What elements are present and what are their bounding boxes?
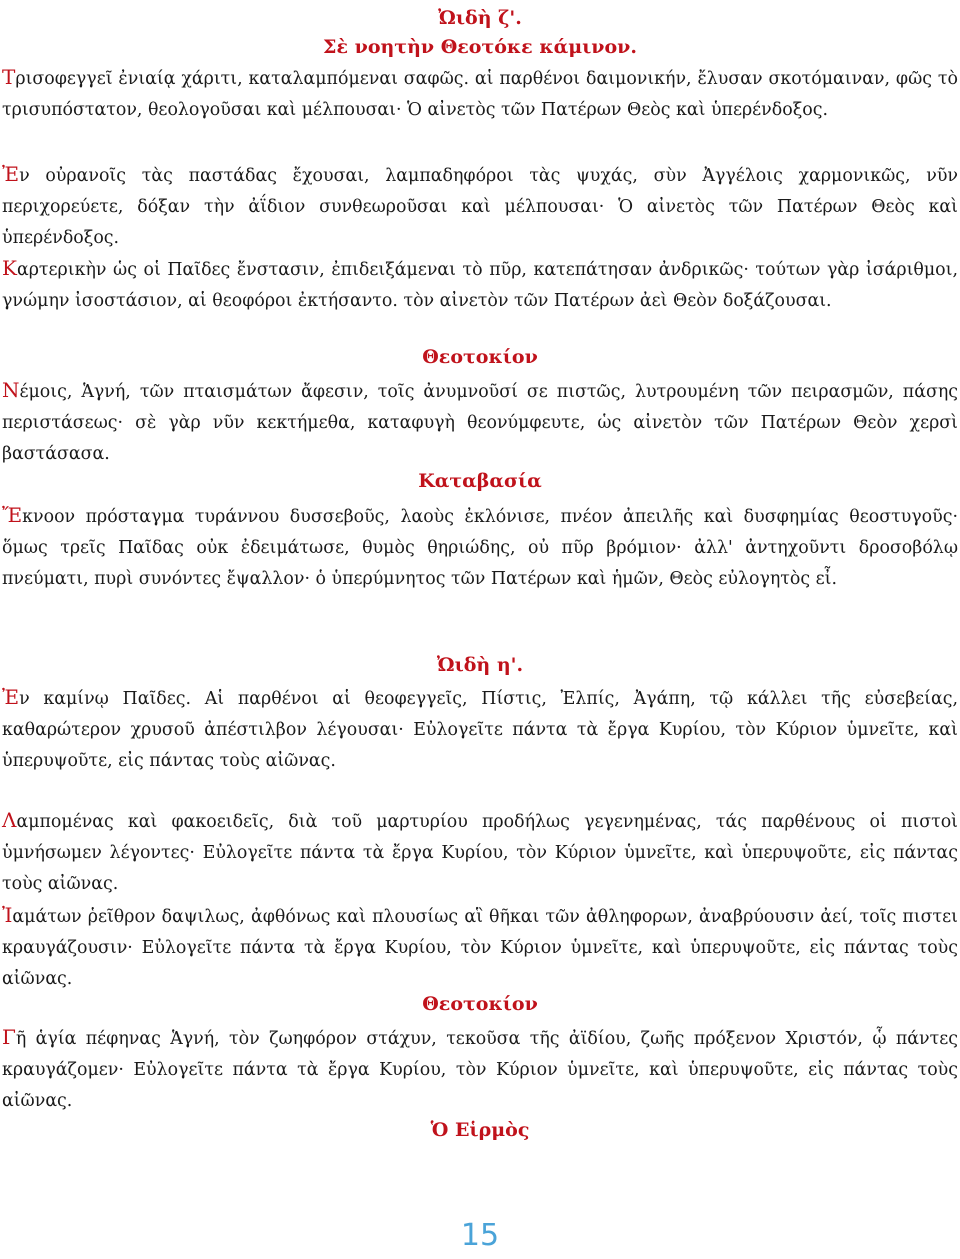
ode-8-troparion-2	[2, 805, 958, 900]
troparion-text: κνοον πρόσταγμα τυράννου δυσσεβοῦς, λαοὺς ἐκλόνισε, πνέον ἀπειλῆς καὶ δυσφημίας θεοστυγοῦς· ὅμως τρεῖς Παῖδας οὐκ ἐδειμάτωσε, θυμὸς θηριώδης, οὐ πῦρ βρόμιον· ἀλλ' ἀντηχοῦντι δροσοβόλῳ πνεύματι, πυρὶ συνόντες ἔψαλλον· ὁ ὑπερύμνητος τῶν Πατέρων καὶ ἡμῶν, Θεὸς εὐλογητὸς εἶ.	[2, 507, 958, 589]
ode-7-theotokion	[2, 375, 958, 470]
page-number: 15	[460, 1218, 500, 1253]
ode-8-theotokion-heading: Θεοτοκίον	[422, 993, 538, 1015]
drop-initial: Ἐ	[2, 685, 20, 709]
troparion-text: ῆ ἁγία πέφηνας Ἁγνή, τὸν ζωηφόρον στάχυν, τεκοῦσα τῆς ἀϊδίου, ζωῆς πρόξενον Χριστόν, ᾧ πάντες κραυγάζομεν· Εὐλογεῖτε πάντα τὰ ἔργα Κυρίου, τὸν Κύριον ὑμνεῖτε, καὶ ὑπερυψοῦτε, εἰς πάντας τοὺς αἰῶνας.	[2, 1029, 958, 1111]
drop-initial: Γ	[2, 1025, 16, 1049]
troparion-text: ν οὐρανοῖς τὰς παστάδας ἔχουσαι, λαμπαδηφόροι τὰς ψυχάς, σὺν Ἀγγέλοις χαρμονικῶς, νῦν περιχορεύετε, δόξαν τὴν ἀΐδιον συνθεωροῦσαι καὶ μέλπουσαι· Ὁ αἰνετὸς τῶν Πατέρων Θεὸς καὶ ὑπερένδοξος.	[2, 166, 958, 248]
ode-7-hirmos-line: Σὲ νοητὴν Θεοτόκε κάμινον.	[323, 36, 637, 58]
ode-7-title: Ὠιδὴ ζ'.	[438, 7, 522, 29]
ode-7-theotokion-heading: Θεοτοκίον	[422, 346, 538, 368]
troparion-text: ρισοφεγγεῖ ἐνιαίᾳ χάριτι, καταλαμπόμεναι σαφῶς. αἱ παρθένοι δαιμονικήν, ἔλυσαν σκοτόμαιναν, φῶς τὸ τρισυπόστατον, θεολογοῦσαι καὶ μέλπουσαι· Ὁ αἰνετὸς τῶν Πατέρων Θεὸς καὶ ὑπερένδοξος.	[2, 69, 958, 120]
drop-initial: Λ	[2, 808, 17, 832]
ode-7-troparion-1	[2, 62, 958, 126]
drop-initial: Ἐ	[2, 162, 20, 186]
drop-initial: Ἰ	[2, 903, 13, 927]
ode-8-troparion-1	[2, 682, 958, 777]
ode-7-katavasia-heading: Καταβασία	[418, 470, 542, 492]
ode-7-katavasia	[2, 500, 958, 595]
troparion-text: αμάτων ῥεῖθρον δαψιλως, ἀφθόνως καὶ πλουσίως αἳ θῆκαι τῶν ἀθληφορων, ἀναβρύουσιν ἀεί, τοῖς πιστει κραυγάζουσιν· Εὐλογεῖτε πάντα τὰ ἔργα Κυρίου, τὸν Κύριον ὑμνεῖτε, καὶ ὑπερυψοῦτε, εἰς πάντας τοὺς αἰῶνας.	[2, 907, 958, 989]
ode-8-title: Ὠιδὴ η'.	[436, 654, 524, 676]
drop-initial: Τ	[2, 65, 16, 89]
ode-7-troparion-3	[2, 253, 958, 317]
ode-8-theotokion	[2, 1022, 958, 1117]
ode-7-troparion-2	[2, 159, 958, 254]
troparion-text: έμοις, Ἁγνή, τῶν πταισμάτων ἄφεσιν, τοῖς ἀνυμνοῦσί σε πιστῶς, λυτρουμένη τῶν πειρασμῶν, πάσης περιστάσεως· σὲ γὰρ νῦν κεκτήμεθα, καταφυγὴ θεονύμφευτε, ὡς αἰνετὸν τῶν Πατέρων Θεὸν χερσὶ βαστάσασα.	[2, 382, 958, 464]
troparion-text: αμπομένας καὶ φακοειδεῖς, διὰ τοῦ μαρτυρίου προδήλως γεγενημένας, τάς παρθένους οἱ πιστοὶ ὑμνήσωμεν λέγοντες· Εὐλογεῖτε πάντα τὰ ἔργα Κυρίου, τὸν Κύριον ὑμνεῖτε, καὶ ὑπερυψοῦτε, εἰς πάντας τοὺς αἰῶνας.	[2, 812, 958, 894]
troparion-text: αρτερικὴν ὡς οἱ Παῖδες ἔνστασιν, ἐπιδειξάμεναι τὸ πῦρ, κατεπάτησαν ἀνδρικῶς· τούτων γὰρ ἰσάριθμοι, γνώμην ἰσοστάσιον, αἱ θεοφόροι ἐκτήσαντο. τὸν αἰνετὸν τῶν Πατέρων ἀεὶ Θεὸν δοξάζουσαι.	[2, 260, 958, 311]
drop-initial: Ν	[2, 378, 20, 402]
drop-initial: Ἔ	[2, 503, 23, 527]
ode-8-hirmos-heading: Ὁ Εἱρμὸς	[430, 1119, 530, 1141]
ode-8-troparion-3	[2, 900, 958, 995]
drop-initial: Κ	[2, 256, 17, 280]
troparion-text: ν καμίνῳ Παῖδες. Αἱ παρθένοι αἱ θεοφεγγεῖς, Πίστις, Ἐλπίς, Ἀγάπη, τῷ κάλλει τῆς εὐσεβείας, καθαρώτερον χρυσοῦ ἀπέστιλβον λέγουσαι· Εὐλογεῖτε πάντα τὰ ἔργα Κυρίου, τὸν Κύριον ὑμνεῖτε, καὶ ὑπερυψοῦτε, εἰς πάντας τοὺς αἰῶνας.	[2, 689, 958, 771]
